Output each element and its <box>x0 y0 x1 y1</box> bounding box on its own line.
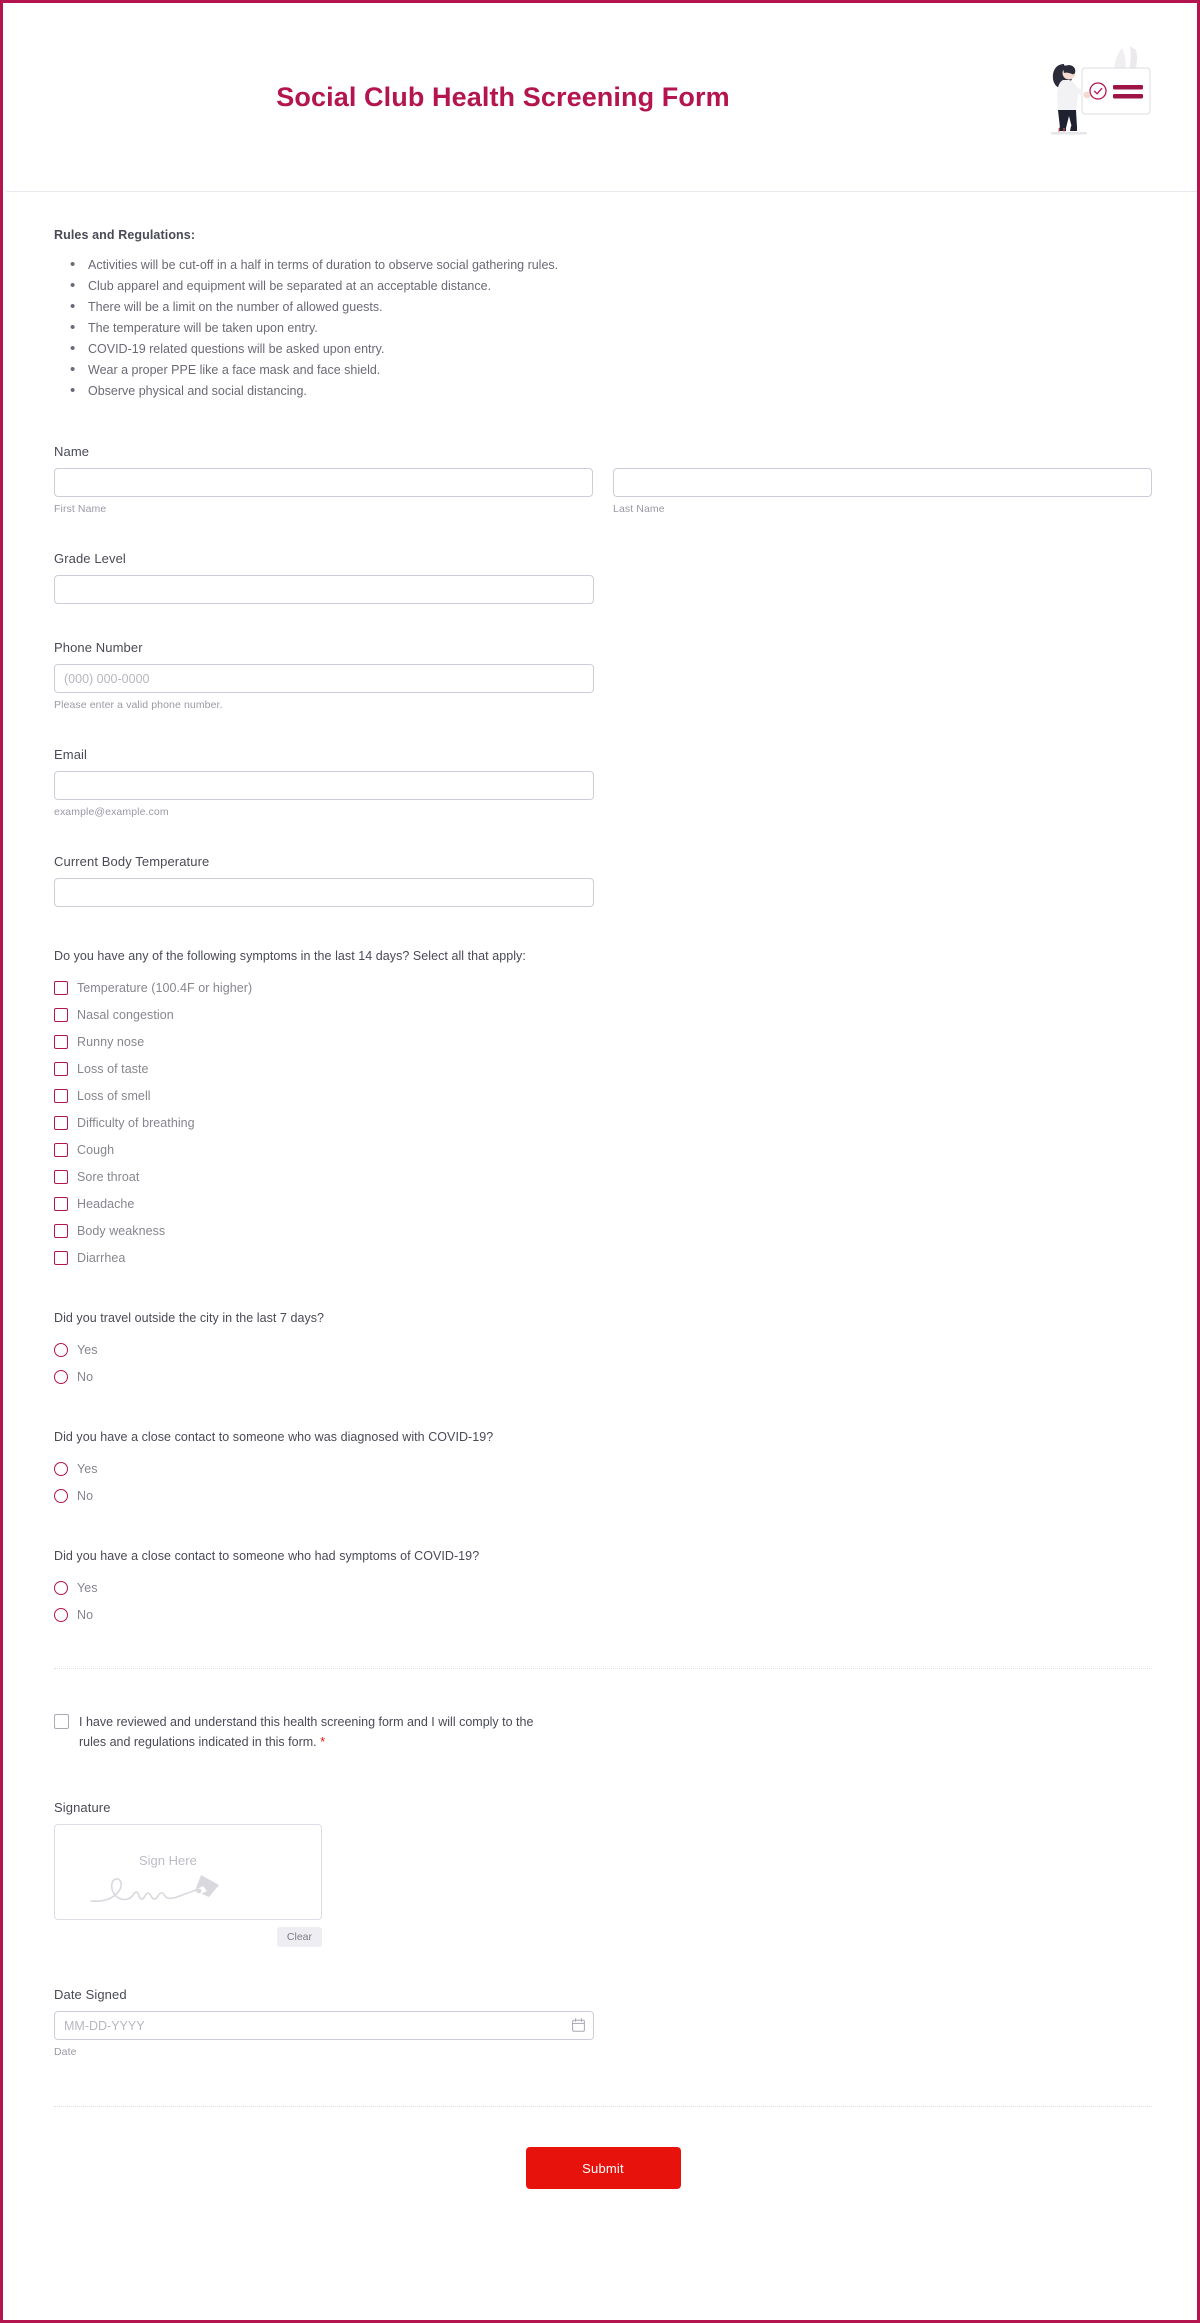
temperature-field-group <box>54 854 1152 907</box>
checkbox-option-cough[interactable] <box>54 1136 1152 1163</box>
radio-option-contact-symptoms-no[interactable] <box>54 1601 1152 1628</box>
symptoms-question-group <box>54 949 1152 1271</box>
consent-checkbox-icon[interactable] <box>54 1714 69 1729</box>
list-item: • The temperature will be taken upon entry. <box>68 318 1152 339</box>
last-name-column <box>613 468 1152 515</box>
checkbox-icon[interactable] <box>54 981 68 995</box>
symptoms-question-label: Do you have any of the following symptoms in the last 14 days? Select all that apply: <box>54 949 526 963</box>
checkbox-icon[interactable] <box>54 1143 68 1157</box>
last-name-sublabel: Last Name <box>613 503 665 515</box>
radio-label: Yes <box>77 1342 98 1357</box>
email-label: Email <box>54 747 88 762</box>
checkbox-label: Runny nose <box>77 1034 145 1049</box>
consent-checkbox-row[interactable] <box>54 1713 1152 1752</box>
radio-label: Yes <box>77 1580 98 1595</box>
date-signed-label: Date Signed <box>54 1987 127 2002</box>
radio-icon[interactable] <box>54 1608 68 1622</box>
first-name-column <box>54 468 593 515</box>
first-name-input[interactable] <box>54 468 593 497</box>
submit-divider <box>54 2106 1152 2107</box>
checkbox-label: Body weakness <box>77 1223 166 1238</box>
last-name-input[interactable] <box>613 468 1152 497</box>
list-item: • Club apparel and equipment will be separated at an acceptable distance. <box>68 276 1152 297</box>
signature-hint: Sign Here <box>139 1853 197 1868</box>
page-title: Social Club Health Screening Form <box>276 82 730 112</box>
checkbox-option-loss-of-smell[interactable] <box>54 1082 1152 1109</box>
temperature-label: Current Body Temperature <box>54 854 210 869</box>
checkbox-option-body-weakness[interactable] <box>54 1217 1152 1244</box>
checkbox-option-difficulty-of-breathing[interactable] <box>54 1109 1152 1136</box>
submit-wrap <box>54 2147 1152 2237</box>
signature-placeholder-icon <box>89 1869 289 1916</box>
radio-label: No <box>77 1488 94 1503</box>
radio-icon[interactable] <box>54 1343 68 1357</box>
phone-label: Phone Number <box>54 640 143 655</box>
checkbox-option-diarrhea[interactable] <box>54 1244 1152 1271</box>
checkbox-icon[interactable] <box>54 1170 68 1184</box>
form-header <box>6 6 1200 192</box>
calendar-icon[interactable] <box>572 2018 585 2032</box>
name-field-group <box>54 444 1152 515</box>
radio-option-travel-yes[interactable] <box>54 1336 1152 1363</box>
consent-text <box>79 1713 559 1752</box>
signature-pad[interactable] <box>54 1824 322 1920</box>
radio-option-contact-diagnosed-yes[interactable] <box>54 1455 1152 1482</box>
form-card <box>6 6 1200 2237</box>
rules-section <box>54 228 1152 402</box>
temperature-input[interactable] <box>54 878 594 907</box>
radio-label: No <box>77 1607 94 1622</box>
list-item: • COVID-19 related questions will be asked upon entry. <box>68 339 1152 360</box>
grade-level-field-group <box>54 551 1152 604</box>
list-item: • There will be a limit on the number of allowed guests. <box>68 297 1152 318</box>
phone-input[interactable] <box>54 664 594 693</box>
radio-label: No <box>77 1369 94 1384</box>
radio-icon[interactable] <box>54 1581 68 1595</box>
checkbox-label: Nasal congestion <box>77 1007 174 1022</box>
checkbox-icon[interactable] <box>54 1035 68 1049</box>
checkbox-option-temperature[interactable] <box>54 974 1152 1001</box>
radio-option-contact-diagnosed-no[interactable] <box>54 1482 1152 1509</box>
section-divider <box>54 1668 1152 1669</box>
checkbox-label: Sore throat <box>77 1169 140 1184</box>
email-field-group <box>54 747 1152 818</box>
name-row <box>54 468 1152 515</box>
consent-statement: I have reviewed and understand this health screening form and I will comply to the rules and regulations indicated in this form. <box>79 1715 534 1749</box>
radio-option-travel-no[interactable] <box>54 1363 1152 1390</box>
checkbox-option-headache[interactable] <box>54 1190 1152 1217</box>
checkbox-label: Cough <box>77 1142 115 1157</box>
signature-label: Signature <box>54 1800 111 1815</box>
checkbox-icon[interactable] <box>54 1008 68 1022</box>
rules-list <box>68 255 1152 402</box>
travel-question-label: Did you travel outside the city in the last 7 days? <box>54 1311 325 1325</box>
name-label: Name <box>54 444 90 459</box>
required-marker: * <box>320 1734 326 1749</box>
phone-sublabel: Please enter a valid phone number. <box>54 699 223 711</box>
grade-level-label: Grade Level <box>54 551 126 566</box>
checkbox-label: Diarrhea <box>77 1250 126 1265</box>
form-body <box>6 192 1200 2237</box>
rules-heading: Rules and Regulations: <box>54 228 196 242</box>
list-item: • Observe physical and social distancing. <box>68 381 1152 402</box>
checkbox-icon[interactable] <box>54 1062 68 1076</box>
radio-option-contact-symptoms-yes[interactable] <box>54 1574 1152 1601</box>
checkbox-label: Loss of smell <box>77 1088 151 1103</box>
submit-button[interactable]: Submit <box>526 2147 681 2189</box>
contact-symptoms-question-group <box>54 1549 1152 1628</box>
signature-clear-wrap <box>54 1927 322 1947</box>
grade-level-input[interactable] <box>54 575 594 604</box>
checkbox-icon[interactable] <box>54 1197 68 1211</box>
checkbox-option-sore-throat[interactable] <box>54 1163 1152 1190</box>
checkbox-option-loss-of-taste[interactable] <box>54 1055 1152 1082</box>
checkbox-label: Headache <box>77 1196 135 1211</box>
checkbox-icon[interactable] <box>54 1089 68 1103</box>
clear-signature-button[interactable]: Clear <box>277 1927 322 1947</box>
date-signed-input[interactable] <box>54 2011 594 2040</box>
checkbox-option-nasal-congestion[interactable] <box>54 1001 1152 1028</box>
radio-label: Yes <box>77 1461 98 1476</box>
checkbox-icon[interactable] <box>54 1251 68 1265</box>
checkbox-icon[interactable] <box>54 1224 68 1238</box>
email-input[interactable] <box>54 771 594 800</box>
woman-with-checklist-illustration <box>1018 42 1158 152</box>
checkbox-option-runny-nose[interactable] <box>54 1028 1152 1055</box>
phone-field-group <box>54 640 1152 711</box>
date-signed-field-group <box>54 1987 1152 2058</box>
contact-symptoms-question-label: Did you have a close contact to someone who had symptoms of COVID-19? <box>54 1549 480 1563</box>
contact-diagnosed-question-group <box>54 1430 1152 1509</box>
signature-field-group <box>54 1800 1152 1947</box>
radio-icon[interactable] <box>54 1370 68 1384</box>
travel-question-group <box>54 1311 1152 1390</box>
list-item: • Activities will be cut-off in a half in terms of duration to observe social gathering rules. <box>68 255 1152 276</box>
contact-diagnosed-question-label: Did you have a close contact to someone who was diagnosed with COVID-19? <box>54 1430 494 1444</box>
radio-icon[interactable] <box>54 1462 68 1476</box>
checkbox-label: Loss of taste <box>77 1061 149 1076</box>
checkbox-label: Difficulty of breathing <box>77 1115 195 1130</box>
checkbox-label: Temperature (100.4F or higher) <box>77 980 253 995</box>
radio-icon[interactable] <box>54 1489 68 1503</box>
first-name-sublabel: First Name <box>54 503 107 515</box>
list-item: • Wear a proper PPE like a face mask and face shield. <box>68 360 1152 381</box>
checkbox-icon[interactable] <box>54 1116 68 1130</box>
date-signed-sublabel: Date <box>54 2046 77 2058</box>
email-sublabel: example@example.com <box>54 806 169 818</box>
